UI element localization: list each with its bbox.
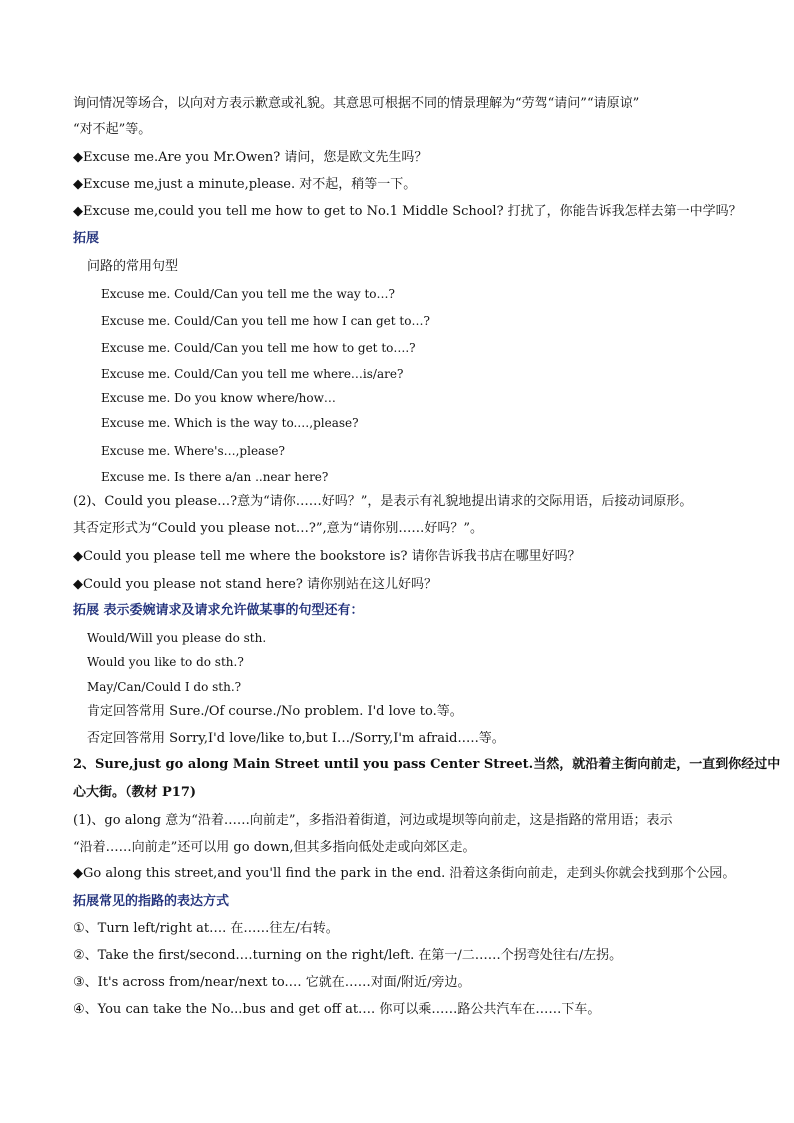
subheading: 问路的常用句型 bbox=[87, 259, 179, 274]
pattern-line: Excuse me. Is there a/an ..near here? bbox=[101, 470, 329, 484]
pattern-line: Excuse me. Could/Can you tell me the way to…? bbox=[101, 287, 395, 301]
pattern-line: Excuse me. Which is the way to.…,please? bbox=[101, 416, 359, 430]
pattern-line: Would/Will you please do sth. bbox=[87, 631, 267, 645]
pattern-line: Would you like to do sth.? bbox=[87, 655, 244, 669]
example-bullet: ◆Could you please tell me where the bookstore is? 请你告诉我书店在哪里好吗？ bbox=[73, 549, 581, 564]
example-bullet: ◆Excuse me,could you tell me how to get to No.1 Middle School? 打扰了，你能告诉我怎样去第一中学吗？ bbox=[73, 204, 742, 219]
example-bullet: ◆Excuse me,just a minute,please. 对不起，稍等一下。 bbox=[73, 177, 417, 192]
list-item: ③、It's across from/near/next to.… 它就在……对面/附近/旁边。 bbox=[73, 975, 471, 990]
list-item: ①、Turn left/right at…. 在……往左/右转。 bbox=[73, 921, 339, 936]
point-heading: 心大街。（教材 P17) bbox=[73, 785, 197, 800]
example-bullet: ◆Excuse me.Are you Mr.Owen? 请问，您是欧文先生吗？ bbox=[73, 150, 428, 165]
text-line: (1)、go along 意为“沿着……向前走”，多指沿着街道，河边或堤坝等向前走，这是指路的常用语；表示 bbox=[73, 813, 673, 828]
text-line: (2)、Could you please…?意为“请你……好吗？”，是表示有礼貌地提出请求的交际用语，后接动词原形。 bbox=[73, 494, 693, 509]
pattern-line: May/Can/Could I do sth.? bbox=[87, 680, 242, 694]
pattern-line: Excuse me. Could/Can you tell me where…is/are? bbox=[101, 367, 404, 381]
list-item: ④、You can take the No...bus and get off at…. 你可以乘……路公共汽车在……下车。 bbox=[73, 1002, 601, 1017]
list-item: ②、Take the first/second.…turning on the right/left. 在第一/二……个拐弯处往右/左拐。 bbox=[73, 948, 623, 963]
text-line: “对不起”等。 bbox=[73, 122, 152, 137]
pattern-line: Excuse me. Where's…,please? bbox=[101, 444, 285, 458]
pattern-line: Excuse me. Could/Can you tell me how I can get to…? bbox=[101, 314, 430, 328]
example-bullet: ◆Could you please not stand here? 请你别站在这儿好吗？ bbox=[73, 577, 437, 592]
text-line: 询问情况等场合，以向对方表示歉意或礼貌。其意思可根据不同的情景理解为“劳驾“请问”“请原谅” bbox=[73, 96, 640, 111]
text-line: 其否定形式为“Could you please not…?”,意为“请你别……好吗？”。 bbox=[73, 521, 483, 536]
section-heading: 拓展 bbox=[73, 231, 100, 246]
section-heading: 拓展 表示委婉请求及请求允许做某事的句型还有： bbox=[73, 603, 364, 618]
section-heading: 拓展常见的指路的表达方式 bbox=[73, 894, 230, 909]
point-heading: 2、Sure,just go along Main Street until you pass Center Street.当然，就沿着主街向前走，一直到你经过中 bbox=[73, 757, 781, 772]
text-line: 否定回答常用 Sorry,I'd love/like to,but I…/Sorry,I'm afraid.….等。 bbox=[87, 731, 505, 746]
text-line: 肯定回答常用 Sure./Of course./No problem. I'd love to.等。 bbox=[87, 704, 463, 719]
text-line: “沿着……向前走”还可以用 go down,但其多指向低处走或向郊区走。 bbox=[73, 840, 476, 855]
pattern-line: Excuse me. Could/Can you tell me how to get to….? bbox=[101, 341, 416, 355]
example-bullet: ◆Go along this street,and you'll find the park in the end. 沿着这条街向前走，走到头你就会找到那个公园。 bbox=[73, 866, 736, 881]
pattern-line: Excuse me. Do you know where/how… bbox=[101, 391, 336, 405]
